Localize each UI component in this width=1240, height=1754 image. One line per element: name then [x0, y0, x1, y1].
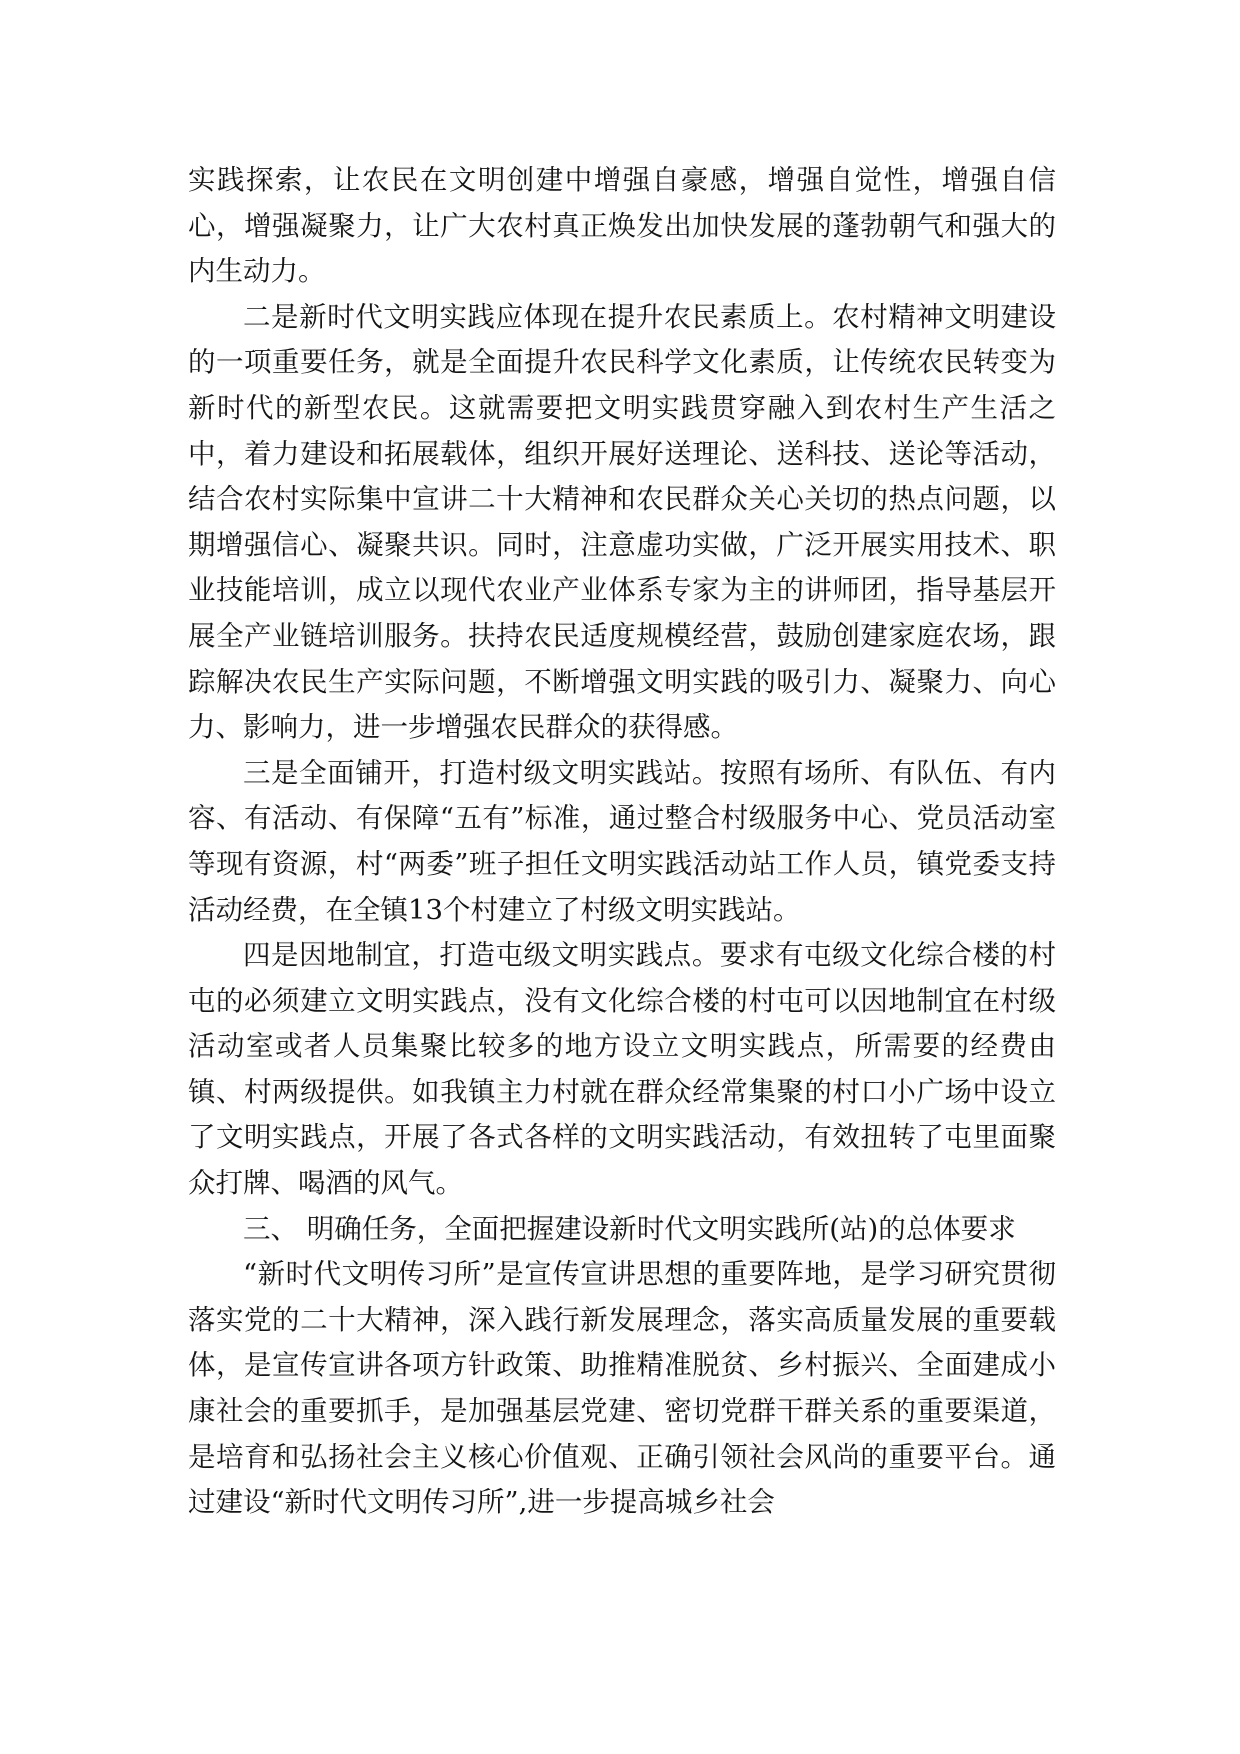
paragraph-practice-institute: “新时代文明传习所”是宣传宣讲思想的重要阵地，是学习研究贯彻落实党的二十大精神，深入践行新发展理念，落实高质量发展的重要载体，是宣传宣讲各项方针政策、助推精准脱贫、乡村振兴、全面建成小康社会的重要抓手，是加强基层党建、密切党群干群关系的重要渠道，是培育和弘扬社会主义核心价值观、正确引领社会风尚的重要平台。通过建设“新时代文明传习所”,进一步提高城乡社会 [188, 1258, 1056, 1519]
paragraph-continuation: 实践探索，让农民在文明创建中增强自豪感，增强自觉性，增强自信心，增强凝聚力，让广大农村真正焕发出加快发展的蓬勃朝气和强大的内生动力。 [188, 164, 1056, 288]
section-heading: 三、 明确任务，全面把握建设新时代文明实践所(站)的总体要求 [243, 1212, 1016, 1245]
document-body [188, 158, 1056, 1526]
paragraph-hamlet-point: 四是因地制宜，打造屯级文明实践点。要求有屯级文化综合楼的村屯的必须建立文明实践点，没有文化综合楼的村屯可以因地制宜在村级活动室或者人员集聚比较多的地方设立文明实践点，所需要的经费由镇、村两级提供。如我镇主力村就在群众经常集聚的村口小广场中设立了文明实践点，开展了各式各样的文明实践活动，有效扭转了屯里面聚众打牌、喝酒的风气。 [188, 939, 1056, 1200]
paragraph-village-station: 三是全面铺开，打造村级文明实践站。按照有场所、有队伍、有内容、有活动、有保障“五有”标准，通过整合村级服务中心、党员活动室等现有资源，村“两委”班子担任文明实践活动站工作人员，镇党委支持活动经费，在全镇13个村建立了村级文明实践站。 [188, 756, 1056, 926]
paragraph-farmer-quality: 二是新时代文明实践应体现在提升农民素质上。农村精神文明建设的一项重要任务，就是全面提升农民科学文化素质，让传统农民转变为新时代的新型农民。这就需要把文明实践贯穿融入到农村生产生活之中，着力建设和拓展载体，组织开展好送理论、送科技、送论等活动，结合农村实际集中宣讲二十大精神和农民群众关心关切的热点问题，以期增强信心、凝聚共识。同时，注意虚功实做，广泛开展实用技术、职业技能培训，成立以现代农业产业体系专家为主的讲师团，指导基层开展全产业链培训服务。扶持农民适度规模经营，鼓励创建家庭农场，跟踪解决农民生产实际问题，不断增强文明实践的吸引力、凝聚力、向心力、影响力，进一步增强农民群众的获得感。 [188, 300, 1056, 744]
